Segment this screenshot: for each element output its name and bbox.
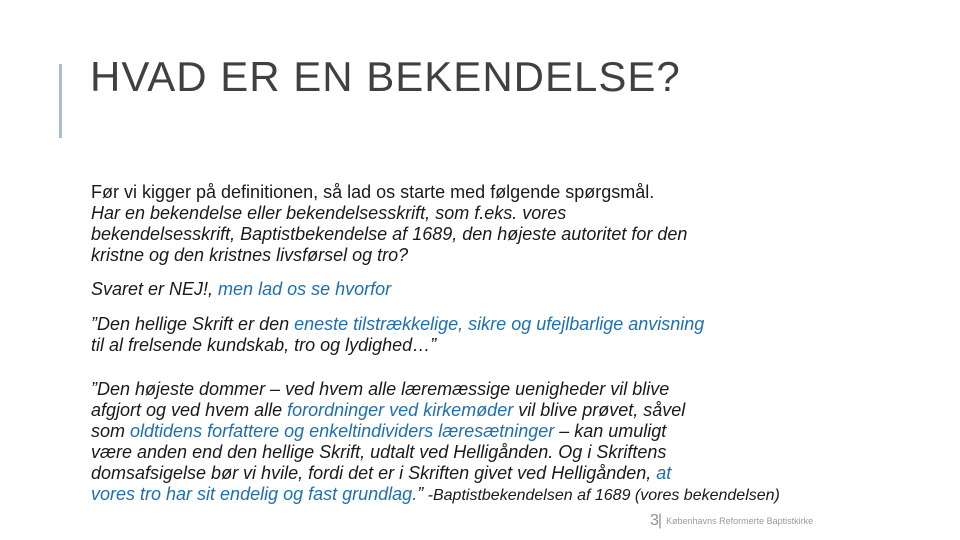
church-logo	[650, 512, 813, 530]
quote-end: til al frelsende kundskab, tro og lydighed…”	[91, 335, 437, 355]
answer-paragraph	[91, 279, 891, 300]
answer-highlight: men lad os se hvorfor	[213, 279, 392, 299]
judge-highlight-4: vores tro har sit endelig og fast grundlag.	[91, 484, 418, 504]
slide-title: HVAD ER EN BEKENDELSE?	[90, 53, 681, 100]
judge-line-3a: som	[91, 421, 126, 441]
judge-highlight-3: at	[651, 463, 672, 483]
judge-line-3c: – kan umuligt	[554, 421, 667, 441]
logo-mark-icon: 3|	[650, 512, 662, 529]
answer-text: Svaret er NEJ!,	[91, 279, 214, 299]
judge-quote	[91, 379, 891, 506]
question-line-3: kristne og den kristnes livsførsel og tro?	[91, 245, 409, 265]
logo-text: Københavns Reformerte Baptistkirke	[666, 516, 814, 526]
quote-highlight: eneste tilstrækkelige, sikre og ufejlbarlige anvisning	[289, 314, 705, 334]
judge-line-1: ”Den højeste dommer – ved hvem alle læremæssige uenigheder vil blive	[91, 379, 670, 399]
judge-line-4: være anden end den hellige Skrift, udtalt ved Helligånden. Og i Skriftens	[91, 442, 667, 462]
quote-start: ”Den hellige Skrift er den	[91, 314, 290, 334]
judge-line-5a: domsafsigelse bør vi hvile, fordi det er i Skriften givet ved Helligånden,	[91, 463, 652, 483]
scripture-quote	[91, 314, 891, 356]
judge-line-2a: afgjort og ved hvem alle	[91, 400, 283, 420]
judge-line-2c: vil blive prøvet, såvel	[513, 400, 686, 420]
judge-quote-close: ”	[417, 484, 424, 504]
slide-body	[91, 182, 891, 506]
question-line-2: bekendelsesskrift, Baptistbekendelse af 1689, den højeste autoritet for den	[91, 224, 688, 244]
title-accent-bar	[59, 64, 62, 138]
intro-paragraph	[91, 182, 891, 266]
judge-highlight-2: oldtidens forfattere og enkeltindividers læresætninger	[125, 421, 555, 441]
source-citation: -Baptistbekendelsen af 1689 (vores bekendelsen)	[423, 487, 780, 504]
intro-line: Før vi kigger på definitionen, så lad os starte med følgende spørgsmål.	[91, 182, 655, 202]
judge-highlight-1: forordninger ved kirkemøder	[282, 400, 514, 420]
question-line-1: Har en bekendelse eller bekendelsesskrift, som f.eks. vores	[91, 203, 567, 223]
